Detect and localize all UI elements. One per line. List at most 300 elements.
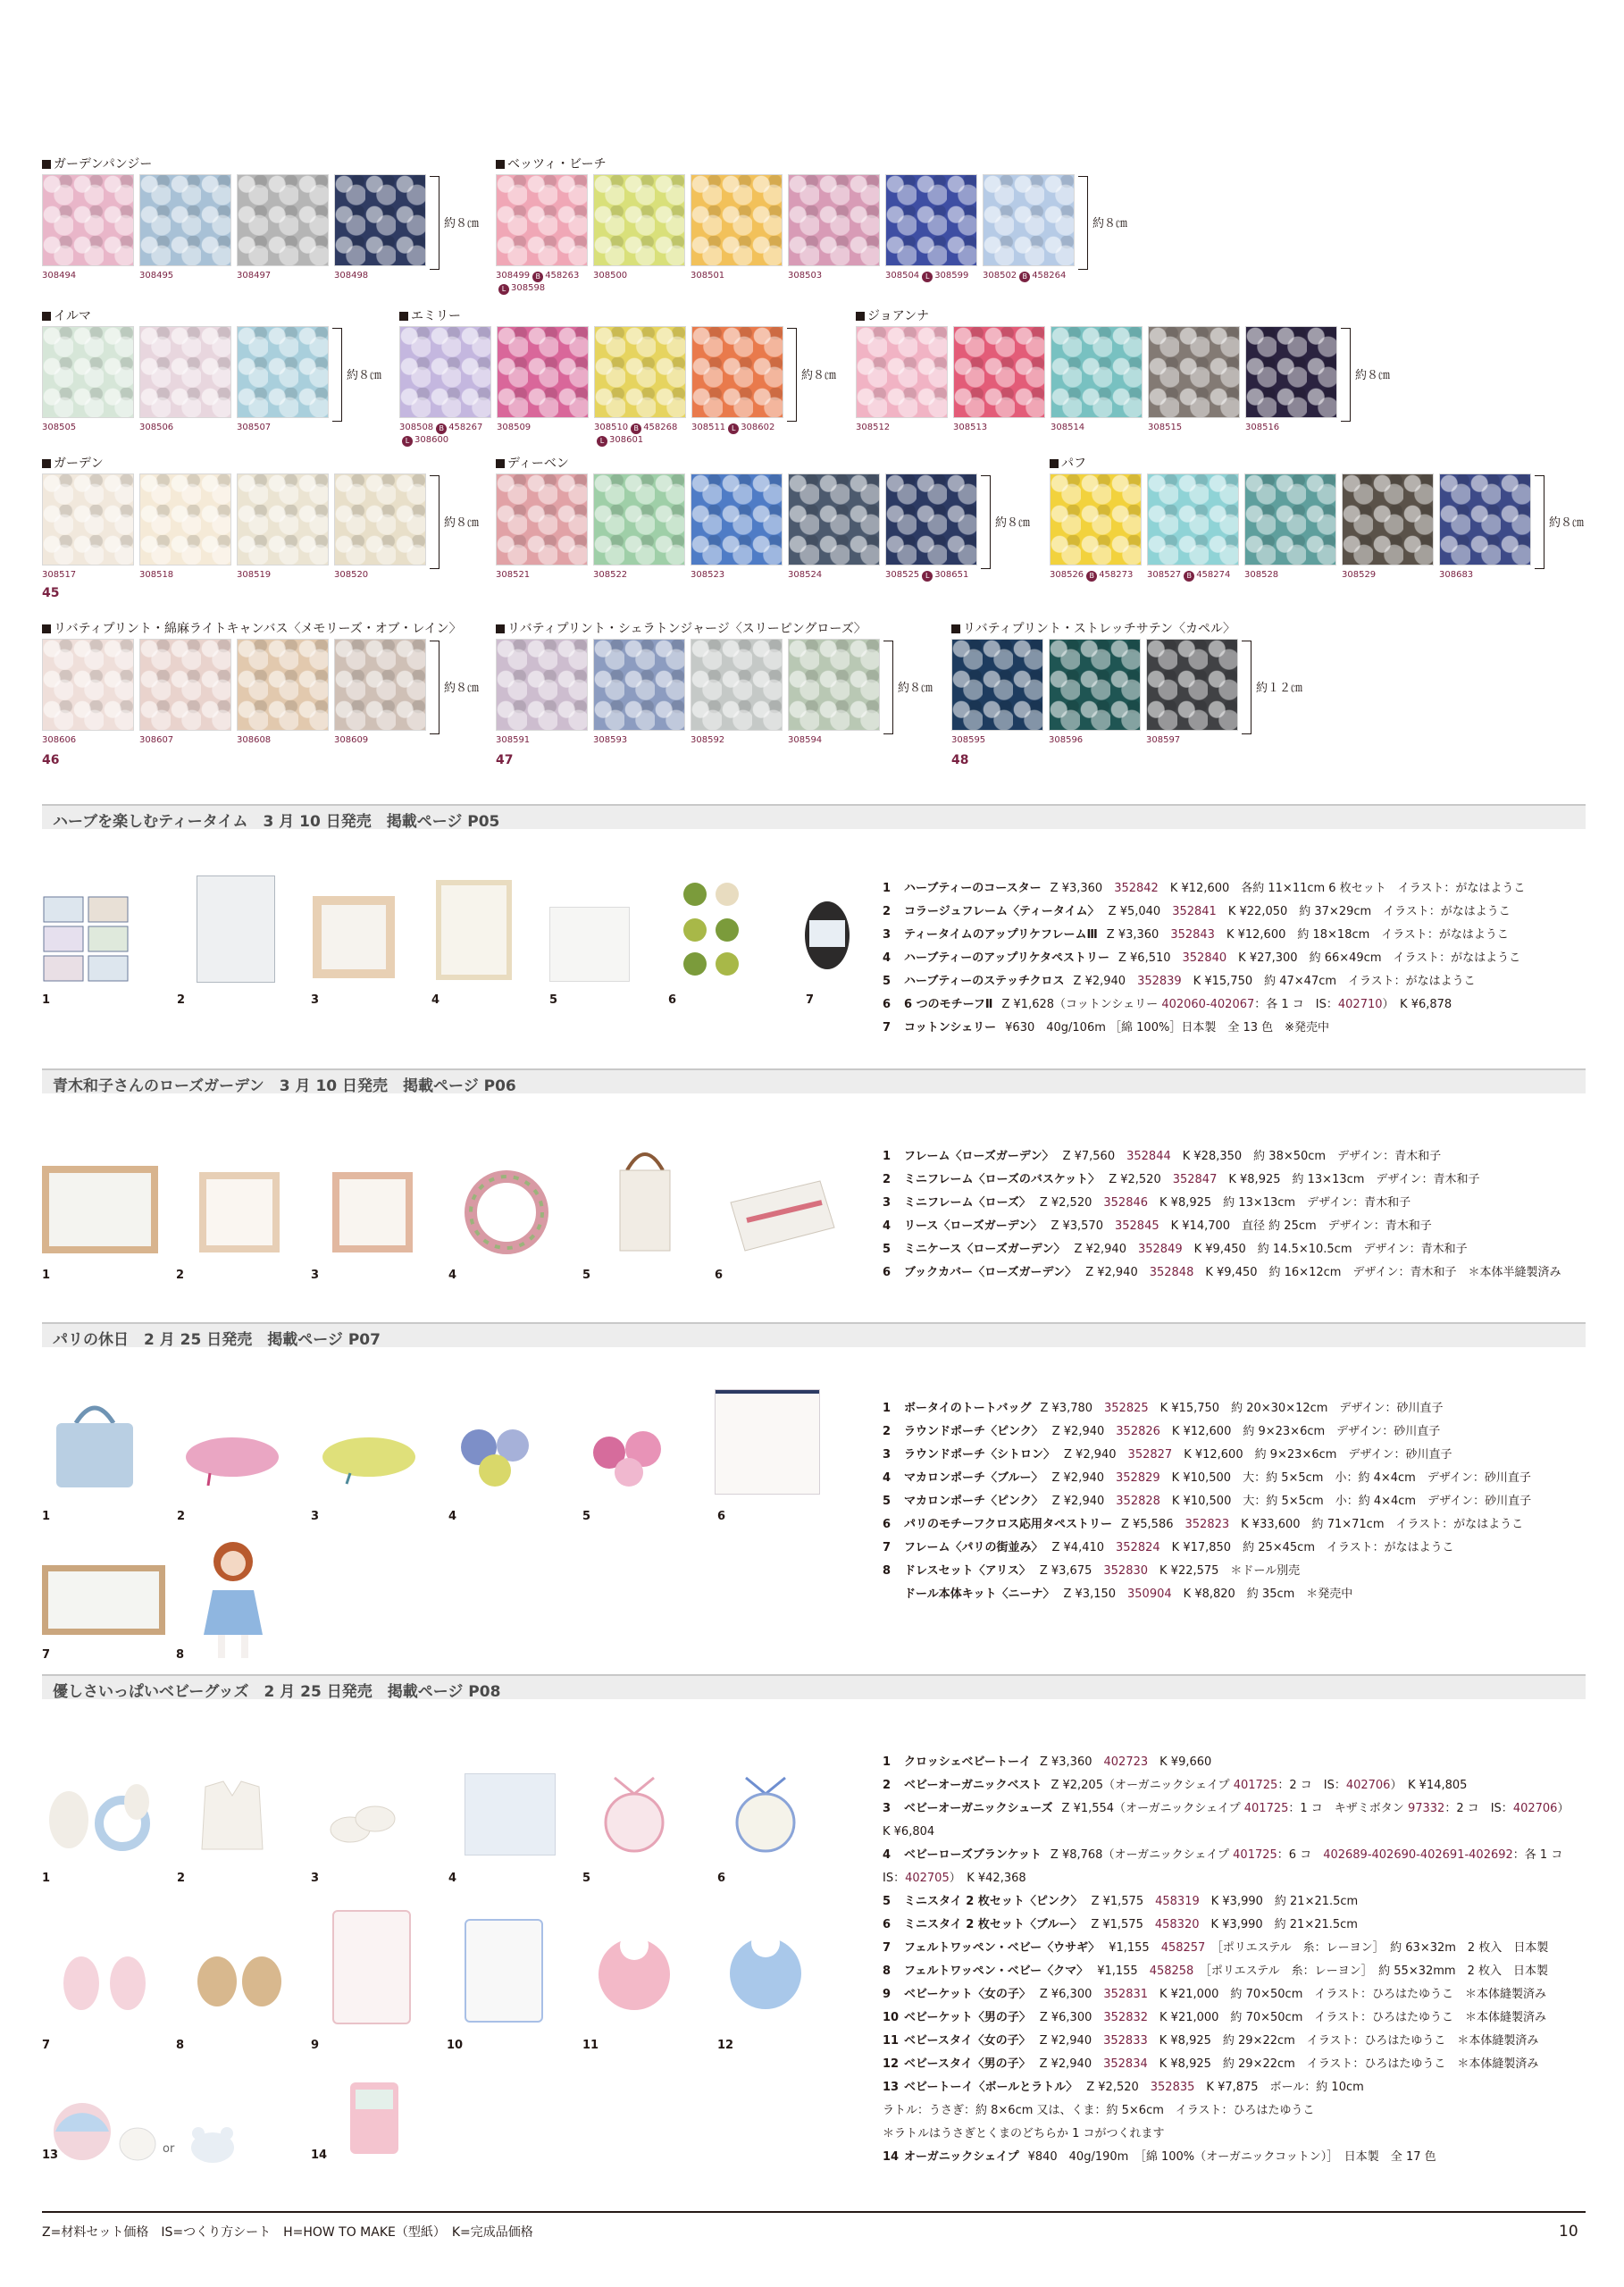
thumb-number: 6 <box>717 1510 726 1523</box>
thumb-number: 1 <box>42 1872 51 1885</box>
thumb-number: 1 <box>42 1269 51 1282</box>
swatch-code: 308502 B 458264 <box>983 271 1067 281</box>
section-title: パリの休日 2 月 25 日発売 掲載ページ P07 <box>53 1331 381 1349</box>
size-bracket <box>1242 641 1251 734</box>
swatch-code: 308501 <box>691 271 725 281</box>
fabric-swatch[interactable] <box>1146 639 1238 746</box>
item-number: 8 <box>883 1564 892 1578</box>
page-number: 10 <box>1559 2223 1578 2241</box>
baby-blanket-girl-image <box>332 1910 411 2024</box>
stitch-cloth-image <box>549 907 630 982</box>
item-title: コラージュフレーム〈ティータイム〉 <box>904 905 1100 918</box>
fabric-swatch[interactable] <box>42 639 134 746</box>
swatch-code: 308609 <box>334 735 369 745</box>
size-bracket <box>1078 176 1088 270</box>
swatch-code: 308520 <box>334 570 369 580</box>
swatch-image <box>496 473 588 565</box>
item-title: ベビーローズブランケット <box>904 1848 1042 1862</box>
section-title: ハーブを楽しむティータイム 3 月 10 日発売 掲載ページ P05 <box>53 813 500 831</box>
swatch-code: 308607 <box>139 735 174 745</box>
fabric-swatch[interactable] <box>1050 473 1142 582</box>
product-item <box>883 1513 1531 1537</box>
size-bracket <box>883 641 893 734</box>
tote-bag-image <box>51 1396 138 1489</box>
baby-bib-girl-image <box>593 1928 675 2012</box>
felt-patch-rabbit-image <box>56 1948 155 2012</box>
item-number: 6 <box>883 1918 892 1931</box>
swatch-image <box>788 174 880 266</box>
item-detail: Z ¥3,360 352843 K ¥12,600 約 18×18cm イラスト：がなはようこ <box>1106 928 1509 942</box>
coaster-image <box>42 895 130 983</box>
swatch-image <box>237 174 329 266</box>
swatch-code: 308608 <box>237 735 272 745</box>
swatch-image <box>691 473 783 565</box>
item-title: ミニスタイ 2 枚セット〈ピンク〉 <box>904 1895 1083 1908</box>
fabric-swatch[interactable] <box>1148 326 1240 433</box>
fabric-swatch[interactable] <box>237 473 329 581</box>
item-title: パリのモチーフクロス応用タペストリー <box>904 1518 1112 1531</box>
round-pouch-pink-image <box>183 1434 281 1486</box>
swatch-code: 308525 L 308651 <box>885 570 969 580</box>
item-title: ティータイムのアップリケフレームⅢ <box>904 928 1098 942</box>
item-number: 11 <box>883 2034 900 2048</box>
swatch-image <box>885 174 977 266</box>
baby-bib-boy-image <box>724 1925 808 2011</box>
product-item <box>883 2076 1569 2099</box>
fabric-group-title <box>399 308 783 324</box>
item-detail: Z ¥6,300 352832 K ¥21,000 約 70×50cm イラスト：ひろはたゆうこ ＊本体縫製済み <box>1039 2011 1546 2024</box>
badge-l-icon: L <box>402 436 413 447</box>
thumb-number: 7 <box>806 993 815 1007</box>
size-label: 約８㎝ <box>444 682 480 695</box>
item-number: 4 <box>883 1848 892 1862</box>
item-title: フェルトワッペン・ベビー〈クマ〉 <box>904 1964 1089 1978</box>
swatch-code: 308526 B 458273 <box>1050 570 1134 580</box>
thumb-number: 6 <box>715 1269 724 1282</box>
thumb-number: 4 <box>448 1269 457 1282</box>
fabric-swatch[interactable] <box>497 326 589 447</box>
fabric-swatch[interactable] <box>496 473 588 582</box>
item-title: コットンシェリー <box>904 1021 997 1035</box>
fabric-swatch[interactable] <box>885 174 977 295</box>
item-number: 5 <box>883 975 892 988</box>
fabric-title-text: ベッツィ・ビーチ <box>507 157 607 172</box>
organic-shoes-image <box>329 1797 397 1849</box>
fabric-group <box>496 156 1128 295</box>
product-item <box>883 1017 1525 1040</box>
thumb-number: 6 <box>717 1872 726 1885</box>
thumb-number: 5 <box>582 1872 591 1885</box>
item-number: 1 <box>883 882 892 895</box>
swatch-code: 308592 <box>691 735 725 745</box>
rose-frame-image <box>42 1166 158 1253</box>
size-label: 約８㎝ <box>801 369 837 382</box>
fabric-swatch[interactable] <box>139 326 231 433</box>
or-label: or <box>163 2142 175 2156</box>
bullet-square-icon <box>399 312 408 321</box>
swatch-code: 308513 <box>953 423 988 432</box>
item-title: ハーブティーのコースター <box>904 882 1042 895</box>
swatch-image <box>237 326 329 418</box>
mini-bib-pink-image <box>597 1776 672 1853</box>
fabric-swatch[interactable] <box>691 473 783 582</box>
item-title: ラウンドポーチ〈シトロン〉 <box>904 1448 1056 1462</box>
fabric-swatch[interactable] <box>593 473 685 582</box>
item-detail: Z ¥2,940 352839 K ¥15,750 約 47×47cm イラスト：がなはようこ <box>1073 975 1476 988</box>
swatch-image <box>593 473 685 565</box>
item-number: 3 <box>883 1196 892 1210</box>
item-number <box>883 1583 904 1606</box>
size-bracket <box>332 328 342 422</box>
swatch-image <box>496 639 588 731</box>
product-item <box>883 1537 1531 1560</box>
fabric-swatch[interactable] <box>593 639 685 746</box>
item-detail: Z ¥2,205（オーガニックシェイプ 401725：2 コ IS：402706） K ¥14,805 <box>1051 1779 1468 1792</box>
item-detail: Z ¥2,940 352828 K ¥10,500 大：約 5×5cm 小：約 4×4cm デザイン：砂川直子 <box>1051 1495 1532 1508</box>
size-bracket <box>787 328 797 422</box>
swatch-image <box>1147 473 1239 565</box>
swatch-code: 308596 <box>1049 735 1084 745</box>
item-title: ベビースタイ〈男の子〉 <box>904 2057 1031 2071</box>
item-number: 2 <box>883 1173 892 1186</box>
fabric-swatch[interactable] <box>1051 326 1143 433</box>
thumb-number: 3 <box>311 1872 320 1885</box>
product-item <box>883 901 1525 924</box>
swatch-code: 308499 B 458263 L 308598 <box>496 271 580 293</box>
badge-b-icon: B <box>1184 571 1194 582</box>
fabric-title-text: リバティプリント・綿麻ライトキャンバス〈メモリーズ・オブ・レイン〉 <box>54 622 462 636</box>
thumb-number: 3 <box>311 993 320 1007</box>
item-number: 3 <box>883 928 892 942</box>
badge-b-icon: B <box>532 272 543 282</box>
fabric-swatch[interactable] <box>334 473 426 581</box>
swatch-image <box>983 174 1075 266</box>
badge-l-icon: L <box>498 284 509 295</box>
item-continuation: IS： 402705 ） K ¥42,368 <box>883 1872 1026 1885</box>
swatch-image <box>691 174 783 266</box>
item-number: 7 <box>883 1021 892 1035</box>
item-title: マカロンポーチ〈ピンク〉 <box>904 1495 1043 1508</box>
fabric-title-text: エミリー <box>411 309 461 323</box>
size-bracket <box>1341 328 1351 422</box>
fabric-swatch[interactable] <box>496 639 588 746</box>
item-detail: Z ¥2,520 352847 K ¥8,925 約 13×13cm デザイン：青木和子 <box>1109 1173 1480 1186</box>
fabric-group <box>1050 456 1585 582</box>
swatch-image <box>594 326 686 418</box>
swatch-code: 308498 <box>334 271 369 281</box>
item-detail: Z ¥3,675 352830 K ¥22,575 ＊ドール別売 <box>1039 1564 1301 1578</box>
item-number: 3 <box>883 1448 892 1462</box>
fabric-title-text: ガーデンパンジー <box>54 157 153 172</box>
fabric-swatch[interactable] <box>1049 639 1141 746</box>
swatch-code: 308595 <box>951 735 986 745</box>
swatch-code: 308529 <box>1342 570 1377 580</box>
bullet-square-icon <box>42 459 51 468</box>
item-number: 4 <box>883 1219 892 1233</box>
product-item <box>883 1192 1561 1215</box>
section-title: 青木和子さんのローズガーデン 3 月 10 日発売 掲載ページ P06 <box>53 1077 516 1095</box>
swatch-image <box>237 639 329 731</box>
fabric-swatch[interactable] <box>788 174 880 295</box>
item-number: 2 <box>883 1779 892 1792</box>
item-number: 14 <box>883 2150 900 2164</box>
badge-b-icon: B <box>1019 272 1030 282</box>
item-number: 9 <box>883 1988 892 2001</box>
fabric-swatch[interactable] <box>42 473 134 581</box>
item-detail: Z ¥2,940 352849 K ¥9,450 約 14.5×10.5cm デザイン：青木和子 <box>1074 1243 1468 1256</box>
item-title: ドレスセット〈アリス〉 <box>904 1564 1031 1578</box>
thumb-number: 4 <box>448 1872 457 1885</box>
swatch-image <box>1244 473 1336 565</box>
fabric-group-title <box>496 621 880 637</box>
felt-patch-bear-image <box>192 1949 287 2008</box>
fabric-swatch[interactable] <box>593 174 685 295</box>
swatch-code: 308683 <box>1439 570 1474 580</box>
badge-l-icon: L <box>597 436 607 447</box>
fabric-swatch[interactable] <box>42 174 134 281</box>
item-title: ベビーケット〈女の子〉 <box>904 1988 1031 2001</box>
item-title: ドール本体キット〈ニーナ〉 <box>904 1587 1055 1601</box>
product-item <box>883 1583 1531 1606</box>
fabric-title-text: ジョアンナ <box>867 309 930 323</box>
item-detail: Z ¥5,586 352823 K ¥33,600 約 71×71cm イラスト：がなはようこ <box>1120 1518 1524 1531</box>
fabric-swatch[interactable] <box>983 174 1075 295</box>
thumb-number: 8 <box>176 1648 185 1662</box>
swatch-code: 308504 L 308599 <box>885 271 969 281</box>
bullet-square-icon <box>496 459 505 468</box>
swatch-code: 308593 <box>593 735 628 745</box>
mini-bib-blue-image <box>728 1776 803 1853</box>
product-item <box>883 1983 1569 2006</box>
swatch-code: 308606 <box>42 735 77 745</box>
size-label: 約８㎝ <box>347 369 382 382</box>
fabric-swatch[interactable] <box>237 174 329 281</box>
fabric-group-title <box>42 156 426 172</box>
thumb-number: 8 <box>176 2039 185 2052</box>
footer-rule <box>42 2211 1586 2213</box>
fabric-swatch[interactable] <box>139 174 231 281</box>
fabric-swatch[interactable] <box>951 639 1043 746</box>
fabric-group <box>42 308 382 433</box>
item-detail: Z ¥2,940 352826 K ¥12,600 約 9×23×6cm デザイン：砂川直子 <box>1051 1425 1441 1438</box>
page-reference-number: 47 <box>496 753 514 767</box>
fabric-swatch[interactable] <box>139 473 231 581</box>
item-number: 2 <box>883 905 892 918</box>
section-header-baby <box>42 1674 1586 1699</box>
fabric-swatch[interactable] <box>237 639 329 746</box>
item-detail: Z ¥3,360 352842 K ¥12,600 各約 11×11cm 6 枚セット イラスト：がなはようこ <box>1050 882 1526 895</box>
swatch-image <box>496 174 588 266</box>
thumb-number: 1 <box>42 1510 51 1523</box>
fabric-swatch[interactable] <box>1244 473 1336 582</box>
item-detail: Z ¥2,520 352835 K ¥7,875 ボール：約 10cm <box>1086 2081 1364 2094</box>
fabric-swatch[interactable] <box>1147 473 1239 582</box>
swatch-image <box>691 326 783 418</box>
swatch-row <box>496 473 977 582</box>
product-item <box>883 2006 1569 2030</box>
fabric-group <box>42 621 480 767</box>
bullet-square-icon <box>496 160 505 169</box>
fabric-swatch[interactable] <box>691 639 783 746</box>
product-item <box>883 1914 1569 1937</box>
fabric-group <box>496 456 1031 582</box>
fabric-group <box>951 621 1303 767</box>
thumb-number: 6 <box>668 993 677 1007</box>
item-detail: ¥1,155 458258 ［ポリエステル 糸：レーヨン］ 約 55×32mm 2 枚入 日本製 <box>1097 1964 1548 1978</box>
swatch-image <box>42 174 134 266</box>
size-bracket <box>981 475 991 569</box>
swatch-image <box>399 326 491 418</box>
alice-doll-image <box>198 1537 268 1662</box>
swatch-image <box>139 174 231 266</box>
swatch-image <box>856 326 948 418</box>
fabric-swatch[interactable] <box>1342 473 1434 582</box>
thumb-number: 9 <box>311 2039 320 2052</box>
size-label: 約８㎝ <box>898 682 933 695</box>
product-item <box>883 1774 1569 1797</box>
swatch-image <box>139 326 231 418</box>
item-number: 7 <box>883 1541 892 1554</box>
fabric-swatch[interactable] <box>953 326 1045 433</box>
thumb-number: 5 <box>582 1510 591 1523</box>
swatch-code: 308500 <box>593 271 628 281</box>
fabric-swatch[interactable] <box>788 473 880 582</box>
swatch-image <box>497 326 589 418</box>
item-number: 1 <box>883 1755 892 1769</box>
fabric-swatch[interactable] <box>788 639 880 746</box>
item-title: クロッシェベビートーイ <box>904 1755 1031 1769</box>
product-item <box>883 1890 1569 1914</box>
product-item <box>883 1490 1531 1513</box>
thumb-number: 7 <box>42 1648 51 1662</box>
bullet-square-icon <box>951 624 960 633</box>
fabric-swatch[interactable] <box>594 326 686 447</box>
swatch-image <box>593 174 685 266</box>
product-item <box>883 1169 1561 1192</box>
item-number: 12 <box>883 2057 900 2071</box>
swatch-image <box>334 174 426 266</box>
thumb-number: 11 <box>582 2039 599 2052</box>
swatch-row <box>1050 473 1531 582</box>
swatch-image <box>139 639 231 731</box>
fabric-swatch[interactable] <box>885 473 977 582</box>
item-detail: Z ¥6,300 352831 K ¥21,000 約 70×50cm イラスト：ひろはたゆうこ ＊本体縫製済み <box>1039 1988 1546 2001</box>
item-detail: Z ¥3,360 402723 K ¥9,660 <box>1039 1755 1212 1769</box>
fabric-group-title <box>951 621 1238 637</box>
item-title: ミニフレーム〈ローズのバスケット〉 <box>904 1173 1101 1186</box>
item-number: 5 <box>883 1495 892 1508</box>
badge-b-icon: B <box>1086 571 1097 582</box>
fabric-swatch[interactable] <box>237 326 329 433</box>
thumb-number: 5 <box>549 993 558 1007</box>
item-number: 2 <box>883 1425 892 1438</box>
fabric-group-title <box>856 308 1337 324</box>
fabric-swatch[interactable] <box>856 326 948 433</box>
item-number: 6 <box>883 1518 892 1531</box>
swatch-row <box>399 326 783 447</box>
badge-b-icon: B <box>436 423 447 434</box>
fabric-swatch[interactable] <box>334 174 426 281</box>
fabric-swatch[interactable] <box>496 174 588 295</box>
swatch-code: 308523 <box>691 570 725 580</box>
section-header-paris <box>42 1322 1586 1347</box>
organic-vest-image <box>197 1778 268 1851</box>
wreath-image <box>465 1170 548 1254</box>
thumb-number: 3 <box>311 1269 320 1282</box>
item-title: フェルトワッペン・ベビー〈ウサギ〉 <box>904 1941 1101 1955</box>
item-title: ミニスタイ 2 枚セット〈ブルー〉 <box>904 1918 1083 1931</box>
bullet-square-icon <box>42 312 51 321</box>
fabric-swatch[interactable] <box>139 639 231 746</box>
swatch-image <box>42 326 134 418</box>
tapestry-image <box>436 880 512 980</box>
thumb-number: 7 <box>42 2039 51 2052</box>
mini-frame-basket-image <box>199 1172 280 1252</box>
item-continuation: ラトル：うさぎ：約 8×6cm 又は、くま：約 5×6cm イラスト：ひろはたゆうこ <box>883 2104 1315 2117</box>
product-item <box>883 1444 1531 1467</box>
item-detail: Z ¥3,780 352825 K ¥15,750 約 20×30×12cm デザイン：砂川直子 <box>1040 1402 1444 1415</box>
fabric-group <box>496 621 933 767</box>
swatch-image <box>691 639 783 731</box>
fabric-swatch[interactable] <box>42 326 134 433</box>
fabric-group <box>856 308 1391 433</box>
swatch-code: 308512 <box>856 423 891 432</box>
thumb-number: 2 <box>177 1510 186 1523</box>
product-item <box>883 2030 1569 2053</box>
fabric-swatch[interactable] <box>1245 326 1337 433</box>
item-detail: Z ¥1,575 458319 K ¥3,990 約 21×21.5cm <box>1091 1895 1359 1908</box>
swatch-code: 308497 <box>237 271 272 281</box>
thumb-number: 13 <box>42 2149 59 2162</box>
fabric-swatch[interactable] <box>691 326 783 447</box>
swatch-code: 308527 B 458274 <box>1147 570 1231 580</box>
thumb-number: 3 <box>311 1510 320 1523</box>
thumb-number: 10 <box>447 2039 464 2052</box>
swatch-image <box>953 326 1045 418</box>
swatch-code: 308518 <box>139 570 174 580</box>
fabric-swatch[interactable] <box>334 639 426 746</box>
size-label: 約８㎝ <box>444 516 480 530</box>
fabric-swatch[interactable] <box>1439 473 1531 582</box>
bullet-square-icon <box>42 624 51 633</box>
fabric-swatch[interactable] <box>399 326 491 447</box>
product-item <box>883 2146 1569 2169</box>
macaron-pouch-blue-image <box>457 1428 538 1488</box>
item-title: ミニケース〈ローズガーデン〉 <box>904 1243 1066 1256</box>
round-pouch-citron-image <box>320 1434 418 1486</box>
fabric-swatch[interactable] <box>691 174 783 295</box>
thumb-number: 12 <box>717 2039 734 2052</box>
fabric-title-text: リバティプリント・ストレッチサテン〈カペル〉 <box>963 622 1236 636</box>
swatch-image <box>593 639 685 731</box>
fabric-group-title <box>496 156 1075 172</box>
fabric-title-text: リバティプリント・シェラトンジャージ〈スリーピングローズ〉 <box>507 622 866 636</box>
swatch-row <box>496 174 1075 295</box>
swatch-row <box>496 639 880 746</box>
swatch-code: 308495 <box>139 271 174 281</box>
fabric-group-title <box>496 456 977 472</box>
product-list-baby <box>883 1751 1569 2169</box>
size-bracket <box>430 641 439 734</box>
product-list-rose <box>883 1145 1561 1285</box>
fabric-title-text: パフ <box>1061 457 1086 471</box>
macaron-pouch-pink-image <box>590 1429 666 1488</box>
item-detail: Z ¥3,150 350904 K ¥8,820 約 35cm ＊発売中 <box>1063 1587 1353 1601</box>
fabric-group <box>42 156 480 281</box>
mini-frame-rose-image <box>332 1172 413 1252</box>
item-number: 6 <box>883 1266 892 1279</box>
paris-frame-image <box>42 1565 165 1635</box>
